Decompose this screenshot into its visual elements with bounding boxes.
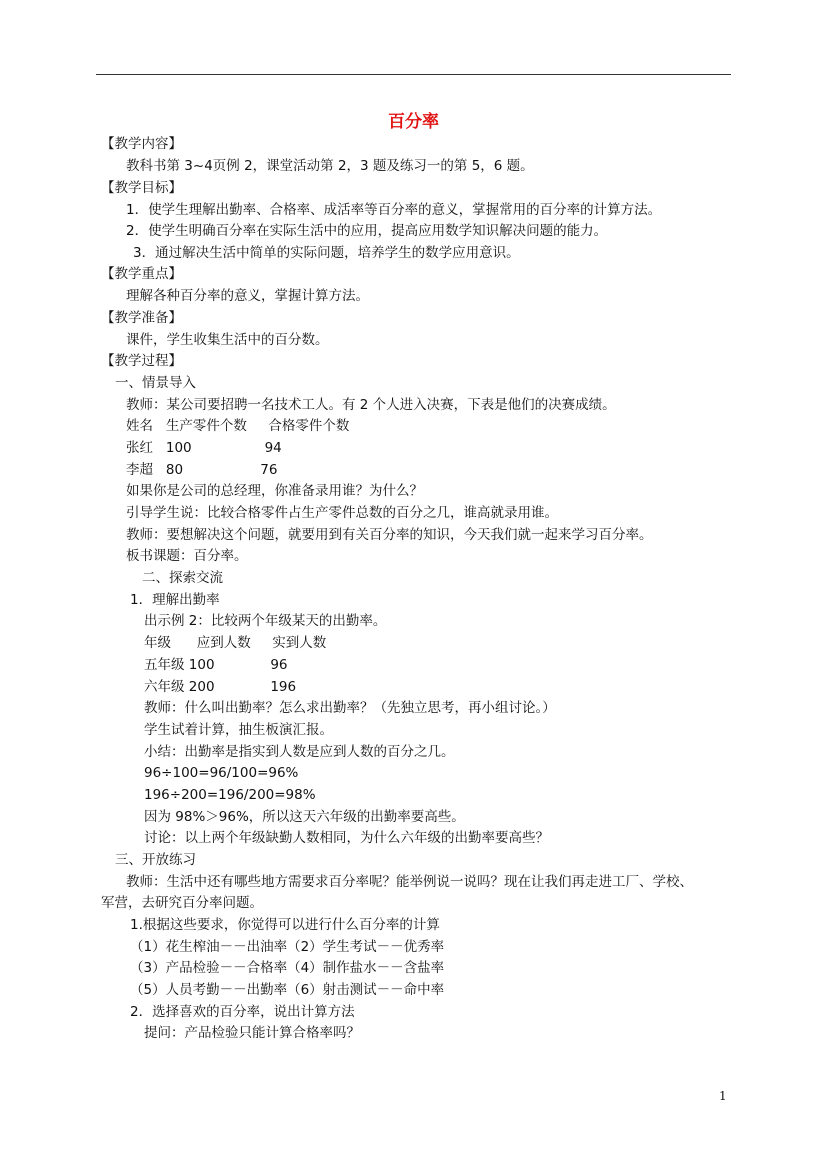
text-line: 五年级 100 96: [144, 657, 288, 673]
text-line: 教科书第 3~4页例 2，课堂活动第 2，3 题及练习一的第 5，6 题。: [126, 158, 534, 174]
text-line: 引导学生说：比较合格零件占生产零件总数的百分之几，谁高就录用谁。: [126, 505, 558, 521]
text-line: 196÷200=196/200=98%: [144, 787, 316, 803]
header-rule: [96, 74, 731, 75]
text-line: 六年级 200 196: [144, 679, 297, 695]
text-line: 出示例 2：比较两个年级某天的出勤率。: [144, 613, 387, 629]
text-line: 李超 80 76: [126, 462, 278, 478]
text-line: 二、探索交流: [142, 570, 223, 586]
text-line: 96÷100=96/100=96%: [144, 765, 299, 781]
text-line: 三、开放练习: [115, 852, 196, 868]
text-line: 学生试着计算，抽生板演汇报。: [144, 722, 333, 738]
text-line: 【教学准备】: [101, 310, 182, 326]
text-line: 教师：要想解决这个问题，就要用到有关百分率的知识，今天我们就一起来学习百分率。: [126, 527, 653, 543]
text-line: 【教学目标】: [101, 180, 182, 196]
text-line: 教师：生活中还有哪些地方需要求百分率呢？能举例说一说吗？现在让我们再走进工厂、学校、: [126, 874, 693, 890]
text-line: 1.根据这些要求，你觉得可以进行什么百分率的计算: [130, 917, 440, 933]
text-line: 【教学重点】: [101, 266, 182, 282]
text-line: 2．选择喜欢的百分率，说出计算方法: [130, 1004, 355, 1020]
page-title: 百分率: [388, 112, 439, 132]
text-line: 讨论：以上两个年级缺勤人数相同，为什么六年级的出勤率要高些？: [144, 830, 549, 846]
text-line: 1．理解出勤率: [130, 592, 220, 608]
text-line: 教师：什么叫出勤率？怎么求出勤率？（先独立思考，再小组讨论。）: [144, 700, 556, 716]
text-line: 军营，去研究百分率问题。: [101, 895, 263, 911]
text-line: （1）花生榨油－－出油率（2）学生考试－－优秀率: [130, 939, 445, 955]
text-line: 理解各种百分率的意义，掌握计算方法。: [126, 288, 369, 304]
text-line: （5）人员考勤－－出勤率（6）射击测试－－命中率: [130, 982, 445, 998]
text-line: 张红 100 94: [126, 440, 282, 456]
text-line: （3）产品检验－－合格率（4）制作盐水－－含盐率: [130, 960, 445, 976]
text-line: 一、情景导入: [115, 375, 196, 391]
text-line: 2．使学生明确百分率在实际生活中的应用，提高应用数学知识解决问题的能力。: [126, 223, 608, 239]
text-line: 3．通过解决生活中简单的实际问题，培养学生的数学应用意识。: [133, 245, 520, 261]
text-line: 【教学内容】: [101, 136, 182, 152]
text-line: 1．使学生理解出勤率、合格率、成活率等百分率的意义，掌握常用的百分率的计算方法。: [126, 202, 662, 218]
text-line: 年级 应到人数 实到人数: [144, 635, 327, 651]
text-line: 因为 98%＞96%，所以这天六年级的出勤率要高些。: [144, 809, 465, 825]
text-line: 板书课题：百分率。: [126, 548, 248, 564]
text-line: 如果你是公司的总经理，你准备录用谁？为什么？: [126, 483, 423, 499]
text-line: 姓名 生产零件个数 合格零件个数: [126, 418, 350, 434]
page-number: 1: [719, 1089, 727, 1103]
text-line: 小结：出勤率是指实到人数是应到人数的百分之几。: [144, 744, 455, 760]
text-line: 课件，学生收集生活中的百分数。: [126, 332, 329, 348]
text-line: 教师：某公司要招聘一名技术工人。有 2 个人进入决赛，下表是他们的决赛成绩。: [126, 397, 616, 413]
text-line: 提问：产品检验只能计算合格率吗？: [144, 1025, 360, 1041]
text-line: 【教学过程】: [101, 353, 182, 369]
